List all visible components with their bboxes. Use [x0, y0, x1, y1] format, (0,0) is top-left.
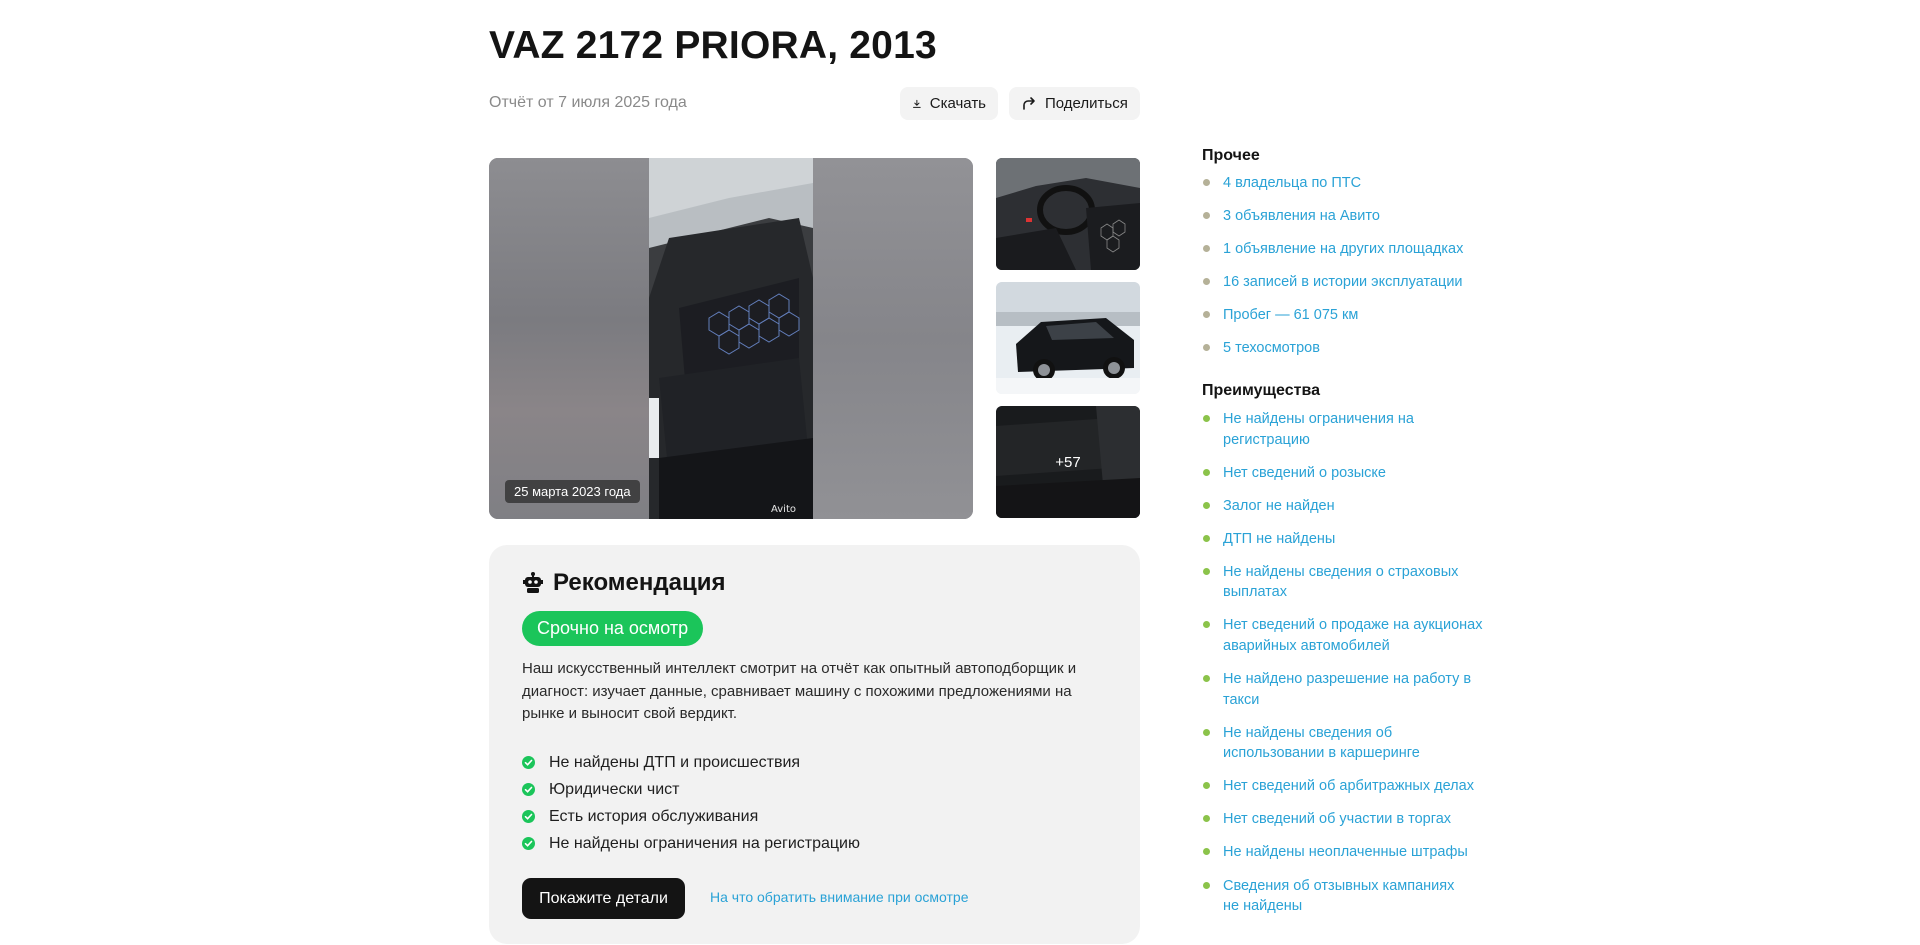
- advantages-list: [1202, 409, 1513, 929]
- other-section-title: Прочее: [1202, 147, 1260, 164]
- report-date: Отчёт от 7 июля 2025 года: [489, 94, 687, 111]
- check-item-label: Юридически чист: [549, 780, 680, 798]
- show-details-button[interactable]: Покажите детали: [522, 878, 685, 919]
- check-item: [522, 749, 860, 776]
- photo-blur-right: [813, 158, 973, 519]
- share-label: Поделиться: [1045, 95, 1128, 112]
- car-interior-photo: [649, 158, 813, 519]
- advantage-item[interactable]: Залог не найден: [1202, 496, 1513, 517]
- advantage-item[interactable]: Не найдено разрешение на работу в такси: [1202, 669, 1473, 710]
- check-item-label: Есть история обслуживания: [549, 807, 759, 825]
- other-item[interactable]: 16 записей в истории эксплуатации: [1202, 272, 1513, 293]
- inspection-tips-link[interactable]: На что обратить внимание при осмотре: [710, 889, 969, 905]
- recommendation-checklist: [522, 749, 860, 857]
- advantage-item[interactable]: Не найдены сведения об использовании в каршеринге: [1202, 723, 1453, 764]
- check-item-label: Не найдены ДТП и происшествия: [549, 753, 801, 771]
- recommendation-heading: [522, 569, 726, 597]
- download-label: Скачать: [929, 95, 986, 112]
- svg-text:Avito: Avito: [771, 504, 796, 515]
- check-icon: [522, 756, 535, 769]
- check-icon: [522, 783, 535, 796]
- car-exterior-photo: [996, 282, 1140, 394]
- check-icon: [522, 837, 535, 850]
- share-icon: [1021, 96, 1037, 112]
- advantage-item[interactable]: Нет сведений о розыске: [1202, 463, 1513, 484]
- other-item[interactable]: 4 владельца по ПТС: [1202, 173, 1513, 194]
- other-item[interactable]: 1 объявление на других площадках: [1202, 239, 1513, 260]
- other-item[interactable]: 3 объявления на Авито: [1202, 206, 1513, 227]
- other-item[interactable]: Пробег — 61 075 км: [1202, 305, 1513, 326]
- thumbnail-interior[interactable]: [996, 158, 1140, 270]
- more-photos-count: +57: [996, 406, 1140, 518]
- advantage-item[interactable]: Не найдены сведения о страховых выплатах: [1202, 562, 1473, 603]
- recommendation-description: Наш искусственный интеллект смотрит на отчёт как опытный автоподборщик и диагност: изучает данные, сравнивает машину с похожими предложениями на рынке и выносит свой вердикт.: [522, 660, 1077, 722]
- check-item-label: Не найдены ограничения на регистрацию: [549, 834, 860, 852]
- photo-blur-left: [489, 158, 649, 519]
- advantage-item[interactable]: Не найдены ограничения на регистрацию: [1202, 409, 1423, 450]
- thumbnail-more[interactable]: [996, 406, 1140, 518]
- download-button[interactable]: [900, 87, 998, 120]
- check-icon: [522, 810, 535, 823]
- photo-date-label: 25 марта 2023 года: [505, 480, 640, 503]
- robot-icon: [522, 572, 544, 594]
- advantages-section-title: Преимущества: [1202, 382, 1320, 399]
- check-item: [522, 776, 860, 803]
- recommendation-title: Рекомендация: [553, 569, 726, 596]
- check-item: [522, 803, 860, 830]
- advantage-item[interactable]: Не найдены неоплаченные штрафы: [1202, 842, 1513, 863]
- advantage-item[interactable]: Нет сведений о продаже на аукционах аварийных автомобилей: [1202, 615, 1513, 656]
- check-item: [522, 830, 860, 857]
- main-car-photo[interactable]: [489, 158, 973, 519]
- advantage-item[interactable]: Нет сведений об участии в торгах: [1202, 809, 1513, 830]
- download-icon: [912, 96, 922, 112]
- urgent-inspection-badge: Срочно на осмотр: [522, 611, 703, 646]
- other-item[interactable]: 5 техосмотров: [1202, 338, 1513, 359]
- advantage-item[interactable]: Нет сведений об арбитражных делах: [1202, 776, 1513, 797]
- advantage-item[interactable]: ДТП не найдены: [1202, 529, 1513, 550]
- page-title: VAZ 2172 PRIORA, 2013: [489, 24, 937, 67]
- thumbnail-exterior[interactable]: [996, 282, 1140, 394]
- recommendation-card: [489, 545, 1140, 944]
- share-button[interactable]: [1009, 87, 1140, 120]
- steering-wheel-photo: [996, 158, 1140, 270]
- other-list: [1202, 173, 1513, 372]
- advantage-item[interactable]: Сведения об отзывных кампаниях не найдены: [1202, 876, 1473, 917]
